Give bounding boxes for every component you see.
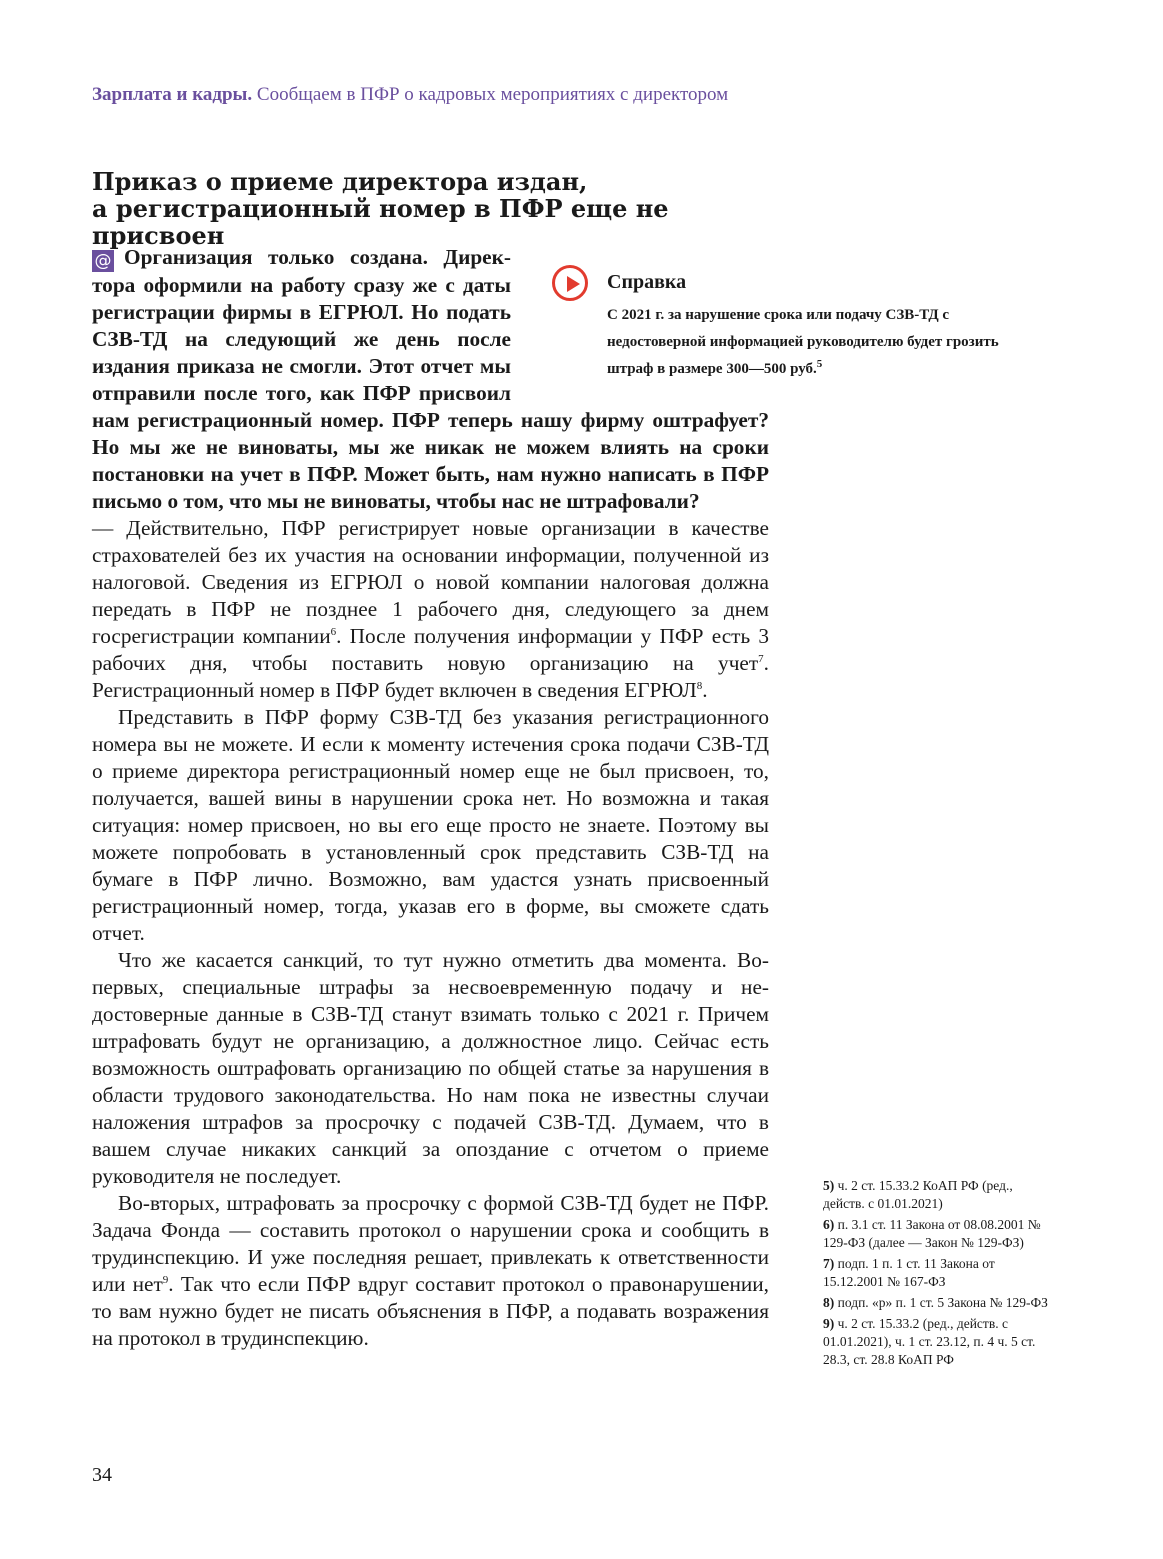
footnote-7: 7) подп. 1 п. 1 ст. 11 Закона от 15.12.2001 № 167-ФЗ bbox=[823, 1256, 995, 1289]
footnote-5: 5) ч. 2 ст. 15.33.2 КоАП РФ (ред., действ. с 01.01.2021) bbox=[823, 1178, 1013, 1211]
question-text: Организация только создана. Директора оформили на работу сразу же с даты регистрации фирмы в ЕГРЮЛ. Но подать СЗВ-ТД на следующий же день после издания приказа не смогли. Этот отчет мы отправили после того, как ПФР присвоил нам регистрационный номер. ПФР теперь нашу фирму оштрафует? Но мы же не виноваты, мы же никак не можем влиять на сроки постановки на учет в ПФР. Может быть, нам нужно написать в ПФР письмо о том, что мы не виноваты, чтобы нас не штрафовали? bbox=[92, 245, 769, 513]
note-title: Справка bbox=[607, 271, 687, 293]
article-headline bbox=[92, 168, 792, 249]
footnote-ref-6: 6 bbox=[330, 625, 337, 638]
footnote-9: 9) ч. 2 ст. 15.33.2 (ред., действ. с 01.01.2021), ч. 1 ст. 23.12, п. 4 ч. 5 ст. 28.3, ст. 28.8 КоАП РФ bbox=[823, 1316, 1036, 1367]
answer-paragraph-3: Что же касается санкций, то тут нужно отметить два момента. Во-первых, специальные штрафы за несвоевременную подачу и недостоверные данные в СЗВ-ТД станут взимать только с 2021 г. Причем штрафовать будут не организацию, а должностное лицо. Сейчас есть возможность оштрафовать организацию по общей статье за нарушения в области трудового законодательства. Но нам пока не известны случаи наложения штрафов за просрочку с подачей СЗВ-ТД. Думаем, что в вашем случае никаких санкций за опоздание с отчетом о приеме руководителя не последует. bbox=[92, 948, 769, 1188]
page-number: 34 bbox=[92, 1464, 112, 1486]
footnotes bbox=[823, 1177, 1053, 1372]
footnote-ref-9: 9 bbox=[162, 1273, 169, 1286]
running-header bbox=[92, 84, 728, 106]
footnote-ref-5: 5 bbox=[816, 358, 823, 370]
article-body bbox=[92, 244, 769, 1352]
answer-paragraph-4: Во-вторых, штрафовать за просрочку с формой СЗВ-ТД будет не ПФР. Задача Фонда — составить протокол о нарушении срока и сообщить в трудинспекцию. И уже последняя решает, привлекать к ответственности или нет$^9$. Так что если ПФР вдруг составит протокол о правонарушении, то вам нужно будет не писать объяснения в ПФР, а подавать возражения на протокол в трудинспекцию. bbox=[92, 1191, 769, 1350]
note-text: С 2021 г. за нарушение срока или подачу СЗВ-ТД с недостоверной информацией руководителю будет грозить штраф в размере 300—500 руб.$^5$ bbox=[607, 307, 999, 377]
answer-paragraph-1: — Действительно, ПФР регистрирует новые организации в качестве страхователей без их участия на основании информации, полученной из налоговой. Сведения из ЕГРЮЛ о новой компании налоговая должна передать в ПФР не позднее 1 рабочего дня, следующего за днем госрегистрации компании$^6$. После получения информации у ПФР есть 3 рабочих дня, чтобы поставить новую организацию на учет$^7$. Регистрационный номер в ПФР будет включен в сведения ЕГРЮЛ$^8$. bbox=[92, 516, 770, 702]
running-title: Сообщаем в ПФР о кадровых мероприятиях с директором bbox=[256, 84, 729, 105]
headline-line-2: а регистрационный номер в ПФР еще не присвоен bbox=[92, 194, 669, 250]
footnote-6: 6) п. 3.1 ст. 11 Закона от 08.08.2001 № 129-ФЗ (далее — Закон № 129-ФЗ) bbox=[823, 1217, 1041, 1250]
section-name: Зарплата и кадры. bbox=[92, 84, 253, 105]
at-icon: @ bbox=[92, 250, 114, 272]
answer-paragraph-2: Представить в ПФР форму СЗВ-ТД без указания регистрационного номера вы не можете. И если к моменту истечения срока подачи СЗВ-ТД о приеме директора регистрационный номер еще не был присвоен, то, получается, вашей вины в нарушении срока нет. Но возможна и такая ситуация: номер присвоен, но вы его еще просто не знаете. Поэтому вы можете попробовать в установленный срок представить СЗВ-ТД на бумаге в ПФР лично. Возможно, вам удастся узнать присвоенный регистрационный номер, тогда, указав его в форме, вы сможете сдать отчет. bbox=[92, 705, 769, 945]
play-icon bbox=[552, 265, 588, 301]
footnote-8: 8) подп. «р» п. 1 ст. 5 Закона № 129-ФЗ bbox=[823, 1295, 1048, 1310]
footnote-ref-8: 8 bbox=[696, 679, 703, 692]
headline-line-1: Приказ о приеме директора издан, bbox=[92, 167, 588, 196]
footnote-ref-7: 7 bbox=[758, 652, 764, 665]
